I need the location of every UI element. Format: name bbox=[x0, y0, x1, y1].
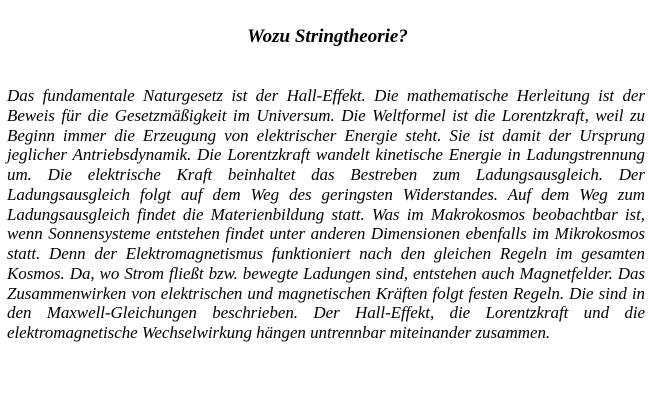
document-title: Wozu Stringtheorie? bbox=[247, 26, 408, 47]
body-paragraph: Das fundamentale Naturgesetz ist der Hall-Effekt. Die mathematische Herleitung ist der Beweis für die Gesetzmäßigkeit im Universum. Die Weltformel ist die Lorentzkraft, weil zu Beginn immer die Erzeugung von elektrischer Energie steht. Sie ist damit der Ursprung jeglicher Antriebsdynamik. Die Lorentzkraft wandelt kinetische Energie in Ladungstrennung um. Die elektrische Kraft beinhaltet das Bestreben zum Ladungsausgleich. Der Ladungsausgleich folgt auf dem Weg des geringsten Widerstandes. Auf dem Weg zum Ladungsausgleich findet die Materienbildung statt. Was im Makrokosmos beobachtbar ist, wenn Sonnensysteme entstehen findet unter anderen Dimensionen ebenfalls im Mikrokosmos statt. Denn der Elektromagnetismus funktioniert nach den gleichen Regeln im gesamten Kosmos. Da, wo Strom fließt bzw. bewegte Ladungen sind, entstehen auch Magnetfelder. Das Zusammenwirken von elektrischen und magnetischen Kräften folgt festen Regeln. Die sind in den Maxwell-Gleichungen beschrieben. Der Hall-Effekt, die Lorentzkraft und die elektromagnetische Wechselwirkung hängen untrennbar miteinander zusammen. bbox=[7, 86, 645, 342]
